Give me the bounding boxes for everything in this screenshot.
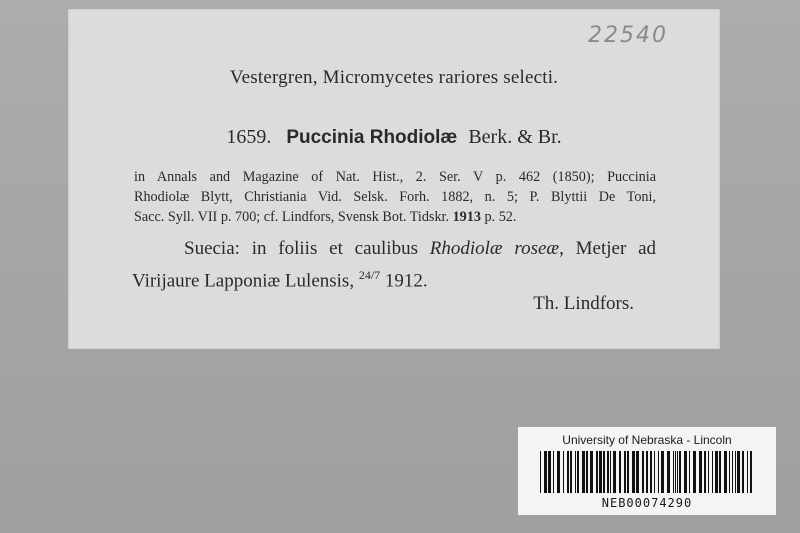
barcode-bar: [742, 451, 744, 493]
barcode-bar: [712, 451, 713, 493]
collector: Th. Lindfors.: [533, 293, 634, 314]
barcode-bar: [747, 451, 748, 493]
barcode-bar: [582, 451, 585, 493]
barcode-bar: [661, 451, 664, 493]
barcode-bar: [704, 451, 706, 493]
taxon-name: Puccinia Rhodiolæ: [286, 127, 458, 148]
barcode-bar: [719, 451, 721, 493]
barcode-bar: [610, 451, 611, 493]
barcode-bar: [679, 451, 681, 493]
reference-year: 1913: [452, 209, 481, 225]
series-title: Vestergren, Micromycetes rariores selecti.: [229, 67, 559, 88]
taxon-author: Berk. & Br.: [468, 126, 562, 148]
barcode-bar: [607, 451, 609, 493]
barcode-bar: [619, 451, 621, 493]
barcode-bar: [624, 451, 626, 493]
barcode-bar: [667, 451, 670, 493]
barcode-bar: [603, 451, 605, 493]
barcode-bar: [570, 451, 572, 493]
barcode-bar: [732, 451, 733, 493]
barcode-bar: [724, 451, 727, 493]
barcode-bar: [642, 451, 644, 493]
barcode-bar: [596, 451, 598, 493]
barcode-bar: [729, 451, 730, 493]
barcode-bar: [684, 451, 687, 493]
barcode-bar: [654, 451, 655, 493]
barcode-bar: [693, 451, 696, 493]
locality-line: [132, 235, 656, 262]
locality-text: , Metjer ad: [559, 238, 657, 259]
barcode-bar: [627, 451, 629, 493]
locality-text: Virijaure Lapponiæ Lulensis,: [132, 270, 359, 292]
locality: [132, 235, 656, 294]
barcode-bar: [636, 451, 639, 493]
reference-text: Sacc. Syll. VII p. 700; cf. Lindfors, Svensk Bot. Tidskr.: [134, 209, 453, 225]
locality-text: Suecia: in foliis et caulibus: [184, 238, 430, 259]
collection-date-day: 24/7: [358, 268, 381, 282]
barcode-bar: [586, 451, 588, 493]
barcode-bar: [544, 451, 547, 493]
barcode-bar: [563, 451, 564, 493]
barcode-bar: [575, 451, 576, 493]
accession-number: 22540: [588, 23, 668, 48]
barcode-bar: [658, 451, 659, 493]
institution-name: University of Nebraska - Lincoln: [562, 433, 732, 447]
barcode-bar: [577, 451, 579, 493]
barcode-bar: [689, 451, 690, 493]
barcode-bar: [650, 451, 652, 493]
barcode-number: NEB00074290: [601, 496, 693, 510]
exsiccata-number: 1659.: [226, 126, 272, 148]
barcode-bar: [567, 451, 569, 493]
locality-line: [132, 262, 656, 294]
taxon-heading: [68, 126, 720, 149]
reference-line: in Annals and Magazine of Nat. Hist., 2. Ser. V p. 462 (1850); Puccinia: [134, 169, 656, 185]
collection-date-year: 1912.: [380, 270, 428, 292]
barcode-bar: [632, 451, 635, 493]
barcode-bar: [715, 451, 718, 493]
barcode-bar: [673, 451, 674, 493]
references: [134, 167, 656, 227]
barcode-bar: [677, 451, 678, 493]
barcode-bar: [735, 451, 736, 493]
barcode-label: [518, 427, 776, 515]
barcode-bar: [540, 451, 541, 493]
barcode-bar: [699, 451, 702, 493]
barcode-bar: [737, 451, 740, 493]
host-name: Rhodiolæ roseæ: [429, 238, 560, 259]
barcode-bar: [750, 451, 752, 493]
specimen-label: [68, 9, 720, 349]
barcode-bar: [548, 451, 551, 493]
barcode-bar: [646, 451, 648, 493]
reference-text: p. 52.: [480, 209, 517, 225]
barcode-bar: [613, 451, 616, 493]
barcode-bar: [553, 451, 554, 493]
barcode-bar: [557, 451, 560, 493]
barcode-bar: [599, 451, 602, 493]
barcode-bar: [708, 451, 709, 493]
barcode-image: [540, 451, 754, 493]
barcode-bar: [590, 451, 593, 493]
reference-line: Rhodiolæ Blytt, Christiania Vid. Selsk. Forh. 1882, n. 5; P. Blyttii De Toni,: [134, 189, 656, 205]
barcode-bar: [675, 451, 676, 493]
reference-line: [134, 207, 656, 227]
